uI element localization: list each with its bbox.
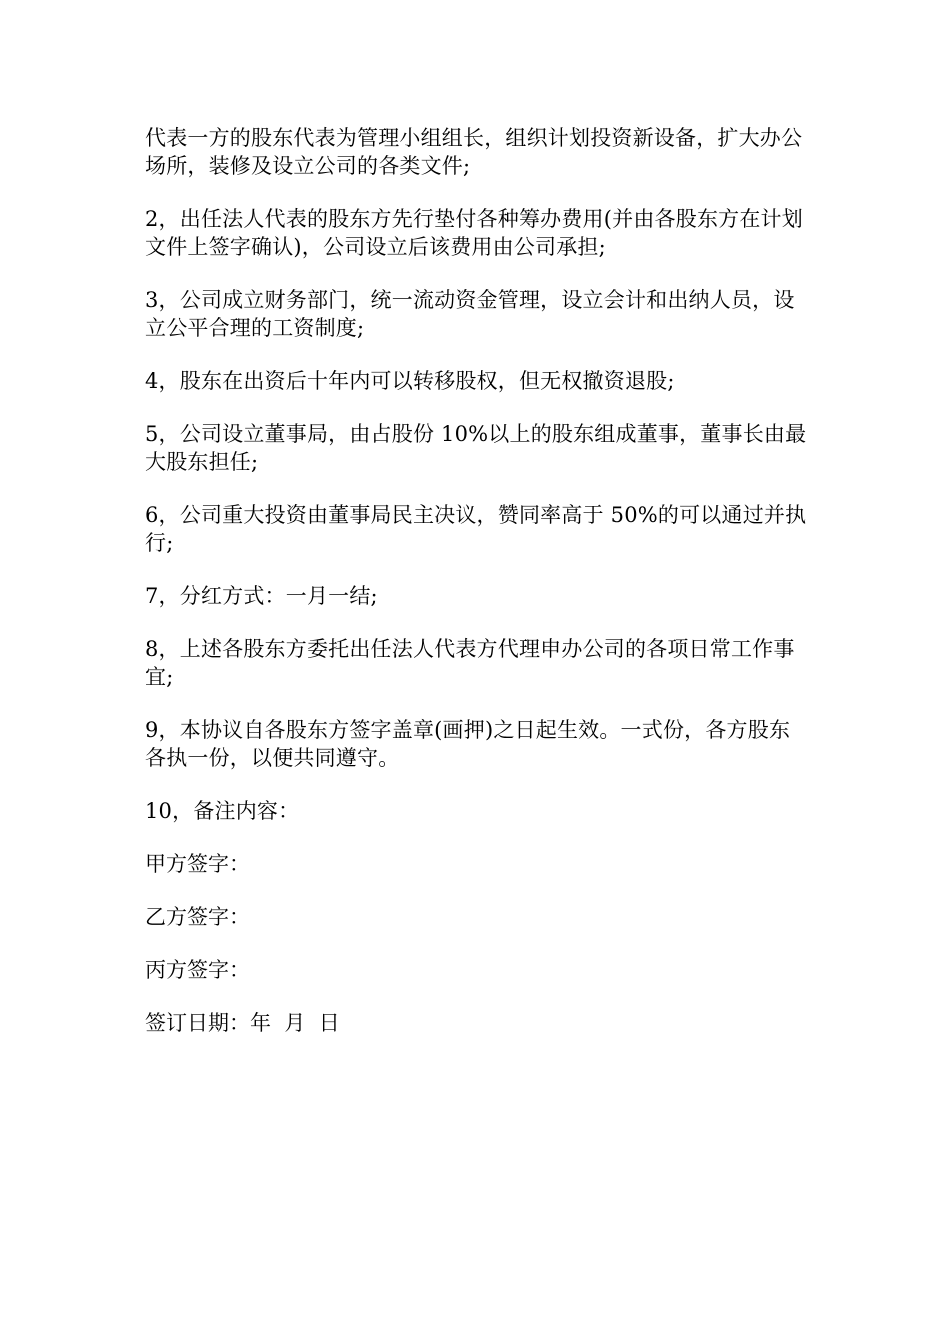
clause-9: 9，本协议自各股东方签字盖章(画押)之日起生效。一式份，各方股东各执一份，以便共同遵守。 — [145, 718, 791, 770]
clause-7: 7，分红方式：一月一结; — [145, 584, 378, 608]
document-body — [145, 124, 810, 1062]
clause-8: 8，上述各股东方委托出任法人代表方代理申办公司的各项日常工作事宜; — [145, 637, 795, 689]
clause-5: 5，公司设立董事局，由占股份 10%以上的股东组成董事，董事长由最大股东担任; — [145, 422, 807, 474]
party-c-signature: 丙方签字： — [145, 958, 250, 982]
clause-6: 6，公司重大投资由董事局民主决议，赞同率高于 50%的可以通过并执行; — [145, 503, 807, 555]
party-a-signature: 甲方签字： — [145, 852, 250, 876]
clause-2: 2，出任法人代表的股东方先行垫付各种筹办费用(并由各股东方在计划文件上签字确认)，公司设立后该费用由公司承担; — [145, 207, 803, 259]
clause-4: 4，股东在出资后十年内可以转移股权，但无权撤资退股; — [145, 369, 675, 393]
party-b-signature: 乙方签字： — [145, 905, 250, 929]
clause-10-remarks: 10，备注内容： — [145, 799, 300, 823]
clause-intro: 代表一方的股东代表为管理小组组长，组织计划投资新设备，扩大办公场所，装修及设立公司的各类文件; — [145, 126, 803, 178]
signing-date: 签订日期：年 月 日 — [145, 1011, 340, 1035]
clause-3: 3，公司成立财务部门，统一流动资金管理，设立会计和出纳人员，设立公平合理的工资制度; — [145, 288, 795, 340]
